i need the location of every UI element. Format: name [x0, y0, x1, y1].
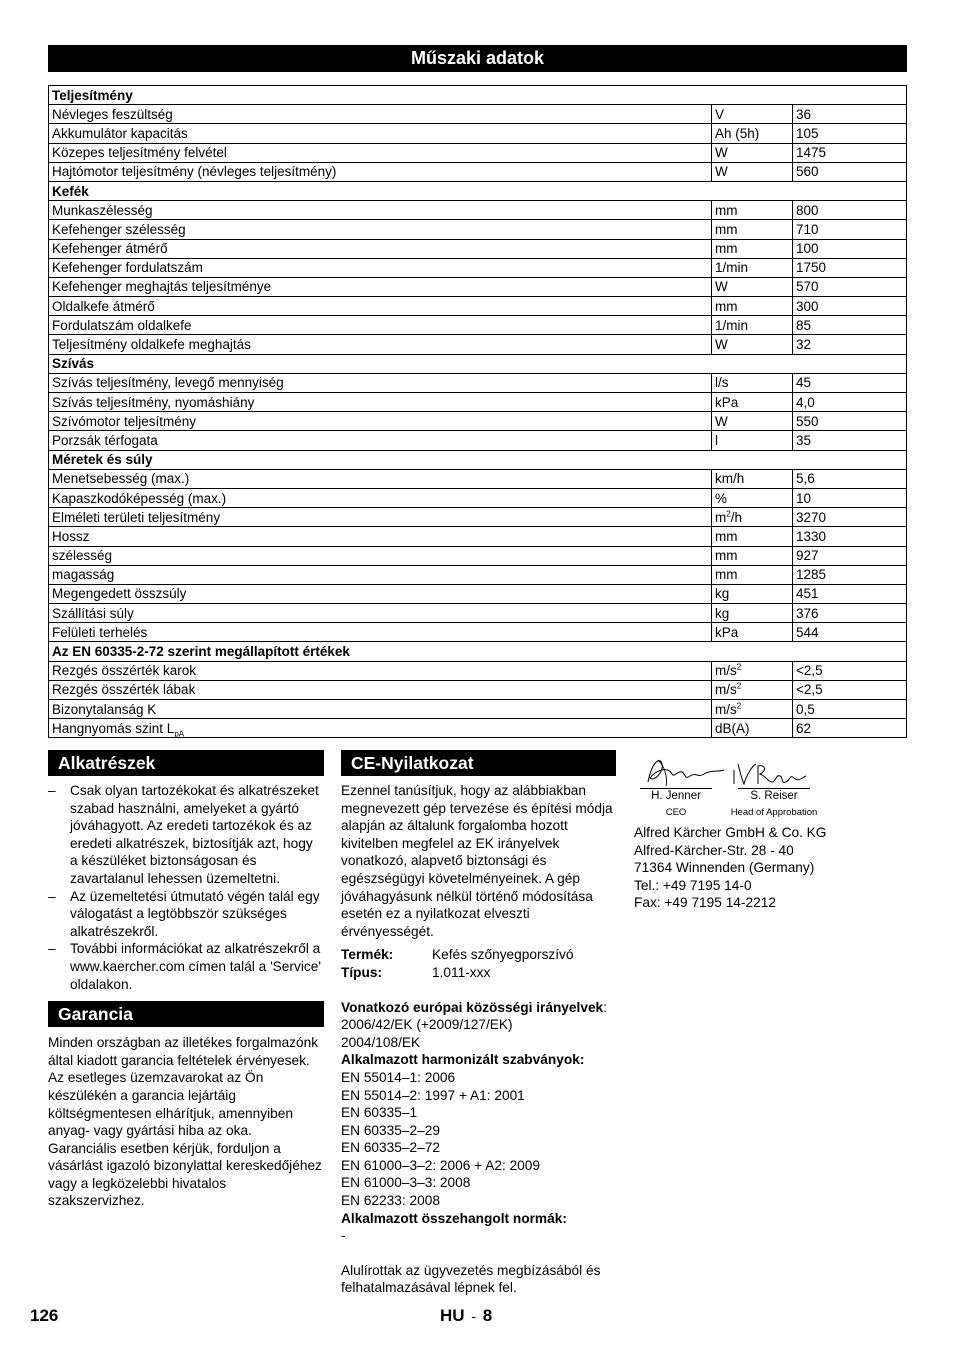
national-heading: Alkalmazott összehangolt normák: — [341, 1210, 567, 1226]
spec-label-text: Szívómotor teljesítmény — [52, 413, 197, 429]
standard-item: EN 61000–3–3: 2008 — [341, 1175, 471, 1191]
spec-section-label: Szívás — [49, 354, 907, 373]
ce-column — [341, 750, 616, 1297]
spec-unit-tail: /h — [730, 509, 742, 525]
spec-row — [49, 105, 907, 124]
spec-row — [49, 316, 907, 335]
spec-unit — [712, 335, 793, 354]
dash-bullet: – — [48, 783, 56, 798]
spec-unit — [712, 604, 793, 623]
spec-unit — [712, 680, 793, 699]
spec-section-label: Méretek és súly — [49, 450, 907, 469]
spec-label — [49, 508, 712, 527]
spec-row — [49, 162, 907, 181]
spec-label-text: Névleges feszültség — [52, 106, 173, 122]
signature-reiser — [724, 788, 824, 818]
spec-unit-text: mm — [715, 548, 738, 564]
alkatreszek-list — [48, 782, 324, 993]
spec-label — [49, 316, 712, 335]
list-item — [48, 782, 324, 888]
spec-row — [49, 661, 907, 680]
spec-value: 570 — [793, 277, 907, 296]
spec-row — [49, 431, 907, 450]
signer-name: H. Jenner — [640, 788, 712, 803]
spec-value: 5,6 — [793, 469, 907, 488]
spec-unit-text: % — [715, 490, 728, 506]
spec-unit — [712, 623, 793, 642]
spec-label — [49, 297, 712, 316]
spec-label-subscript: pA — [174, 729, 185, 739]
spec-unit — [712, 201, 793, 220]
spec-value: 36 — [793, 105, 907, 124]
spec-label-text: szélesség — [52, 548, 113, 564]
spec-unit — [712, 143, 793, 162]
spec-row — [49, 124, 907, 143]
spec-label — [49, 661, 712, 680]
spec-row — [49, 297, 907, 316]
national-value: - — [341, 1228, 346, 1244]
signature-block — [634, 752, 909, 818]
spec-label — [49, 239, 712, 258]
spec-section-row — [49, 642, 907, 661]
footer-separator: - — [471, 1308, 476, 1324]
standard-item: EN 60335–2–72 — [341, 1140, 440, 1156]
spec-unit — [712, 105, 793, 124]
spec-value: 1285 — [793, 565, 907, 584]
spec-label-text: Rezgés összérték karok — [52, 663, 197, 679]
spec-value: 85 — [793, 316, 907, 335]
spec-unit-text: mm — [715, 567, 738, 583]
standard-item: EN 60335–1 — [341, 1105, 418, 1121]
spec-unit-text: kPa — [715, 394, 739, 410]
spec-label-text: Menetsebesség (max.) — [52, 471, 190, 487]
address-line: Alfred Kärcher GmbH & Co. KG — [634, 825, 827, 840]
spec-label — [49, 680, 712, 699]
spec-row — [49, 680, 907, 699]
spec-value: 1475 — [793, 143, 907, 162]
spec-unit — [712, 297, 793, 316]
spec-value: 105 — [793, 124, 907, 143]
spec-row — [49, 335, 907, 354]
spec-value: 3270 — [793, 508, 907, 527]
spec-value: 1330 — [793, 527, 907, 546]
garancia-text: Minden országban az illetékes forgalmazónk által kiadott garancia feltételek érvényesek. Az esetleges üzemzavarokat az Ön készülékén a garancia lejártáig költségmentesen elhárítjuk, amennyiben anyag- vagy gyártási hiba az oka. Garanciális esetben kérjük, forduljon a vásárlást igazoló bizonylattal kereskedőjéhez vagy a legközelebbi hivatalos szakszervizhez. — [48, 1035, 322, 1209]
spec-label-text: Kefehenger szélesség — [52, 221, 186, 237]
spec-section-row — [49, 450, 907, 469]
spec-label — [49, 604, 712, 623]
spec-unit-text: 1/min — [715, 260, 749, 276]
spec-row — [49, 258, 907, 277]
spec-label — [49, 565, 712, 584]
spec-value: 62 — [793, 719, 907, 738]
spec-section-label: Kefék — [49, 181, 907, 200]
spec-unit-text: l — [715, 432, 718, 448]
spec-unit — [712, 162, 793, 181]
standard-item: EN 55014–1: 2006 — [341, 1069, 456, 1085]
spec-row — [49, 469, 907, 488]
spec-value: 10 — [793, 488, 907, 507]
spec-unit-superscript: 2 — [736, 681, 742, 691]
spec-value: 710 — [793, 220, 907, 239]
spec-label — [49, 143, 712, 162]
spec-label-text: Fordulatszám oldalkefe — [52, 317, 192, 333]
spec-value: 4,0 — [793, 393, 907, 412]
spec-label — [49, 700, 712, 719]
spec-unit-text: W — [715, 413, 728, 429]
spec-row — [49, 220, 907, 239]
spec-unit — [712, 220, 793, 239]
spec-unit-text: km/h — [715, 471, 745, 487]
spec-label — [49, 584, 712, 603]
spec-unit-text: kg — [715, 605, 730, 621]
spec-label — [49, 105, 712, 124]
ce-intro: Ezennel tanúsítjuk, hogy az alábbiakban megnevezett gép tervezése és építési módja alapján az általunk forgalomba hozott kivitelben megfelel az EK irányelvek vonatkozó, alapvető biztonsági és egészségügyi követelményeinek. A gép jóváhagyásunk nélkül történő módosítása esetén ez a nyilatkozat elveszti érvényességét. — [341, 783, 613, 939]
spec-value: 560 — [793, 162, 907, 181]
spec-unit — [712, 527, 793, 546]
dash-bullet: – — [48, 888, 56, 904]
spec-row — [49, 412, 907, 431]
spec-label-text: Közepes teljesítmény felvétel — [52, 145, 227, 161]
spec-unit — [712, 258, 793, 277]
spec-row — [49, 201, 907, 220]
spec-value: 927 — [793, 546, 907, 565]
spec-unit-text: W — [715, 164, 728, 180]
spec-label-text: Porzsák térfogata — [52, 432, 158, 448]
spec-row — [49, 623, 907, 642]
spec-label — [49, 469, 712, 488]
directives-heading: Vonatkozó európai közösségi irányelvek: — [341, 999, 607, 1015]
spec-label-text: Szívás teljesítmény, levegő mennyiség — [52, 375, 284, 391]
spec-unit — [712, 488, 793, 507]
spec-unit-superscript: 2 — [736, 662, 742, 672]
spec-label — [49, 124, 712, 143]
spec-label-text: Bizonytalanság K — [52, 701, 157, 717]
spec-label-text: magasság — [52, 567, 115, 583]
footer-section — [440, 1306, 492, 1326]
spec-unit — [712, 565, 793, 584]
dash-bullet: – — [48, 941, 56, 957]
spec-label-text: Szívás teljesítmény, nyomáshiány — [52, 394, 255, 410]
list-item-text: Csak olyan tartozékokat és alkatrészeket szabad használni, amelyeket a gyártó jóváhagyott. Az eredeti tartozékok és az eredeti alkatrészek, biztosítják azt, hogy a készüléket biztonságosan és zavartalanul lehessen üzemeltetni. — [70, 783, 319, 886]
spec-row — [49, 565, 907, 584]
directives-list — [341, 1016, 616, 1051]
spec-label-text: Hossz — [52, 528, 90, 544]
spec-label-text: Kefehenger fordulatszám — [52, 260, 203, 276]
standard-item: EN 61000–3–2: 2006 + A2: 2009 — [341, 1157, 541, 1173]
spec-label — [49, 412, 712, 431]
signature-jenner — [640, 788, 712, 818]
spec-unit — [712, 277, 793, 296]
garancia-heading: Garancia — [48, 1001, 324, 1027]
spec-row — [49, 546, 907, 565]
directive-item: 2006/42/EK (+2009/127/EK) — [341, 1017, 513, 1033]
spec-label-text: Elméleti területi teljesítmény — [52, 509, 221, 525]
spec-unit-text: W — [715, 145, 728, 161]
standard-item: EN 60335–2–29 — [341, 1122, 440, 1138]
spec-label-text: Akkumulátor kapacitás — [52, 125, 188, 141]
standards-heading: Alkalmazott harmonizált szabványok: — [341, 1052, 585, 1068]
spec-value: 550 — [793, 412, 907, 431]
address-block — [634, 824, 909, 912]
spec-unit-text: W — [715, 337, 728, 353]
type-row — [341, 964, 616, 982]
spec-unit-text: mm — [715, 221, 738, 237]
spec-label-text: Hangnyomás szint L — [52, 720, 175, 736]
list-item — [48, 888, 324, 941]
spec-label-text: Kefehenger meghajtás teljesítménye — [52, 279, 272, 295]
standard-item: EN 62233: 2008 — [341, 1193, 440, 1209]
spec-unit-text: Ah (5h) — [715, 125, 760, 141]
spec-label — [49, 277, 712, 296]
spec-unit — [712, 412, 793, 431]
spec-value: 35 — [793, 431, 907, 450]
spec-unit — [712, 508, 793, 527]
spec-unit-text: V — [715, 106, 725, 122]
spec-label — [49, 201, 712, 220]
standards-list — [341, 1069, 616, 1210]
left-column — [48, 750, 324, 1210]
right-column — [634, 750, 909, 912]
spec-row — [49, 719, 907, 738]
spec-label — [49, 373, 712, 392]
spec-unit-text: dB(A) — [715, 720, 750, 736]
spec-unit-text: kPa — [715, 624, 739, 640]
address-line: 71364 Winnenden (Germany) — [634, 860, 815, 876]
product-value: Kefés szőnyegporszívó — [432, 947, 574, 963]
spec-section-label: Az EN 60335-2-72 szerint megállapított értékek — [49, 642, 907, 661]
spec-row — [49, 508, 907, 527]
spec-label — [49, 546, 712, 565]
spec-row — [49, 277, 907, 296]
address-line: Tel.: +49 7195 14-0 — [634, 877, 752, 893]
page-number: 126 — [30, 1306, 59, 1325]
spec-value: 0,5 — [793, 700, 907, 719]
spec-value: <2,5 — [793, 680, 907, 699]
spec-row — [49, 373, 907, 392]
spec-value: 800 — [793, 201, 907, 220]
spec-label — [49, 488, 712, 507]
standard-item: EN 55014–2: 1997 + A1: 2001 — [341, 1087, 525, 1103]
address-line: Fax: +49 7195 14-2212 — [634, 895, 776, 911]
spec-unit — [712, 661, 793, 680]
spec-unit-text: mm — [715, 202, 738, 218]
type-label: Típus: — [341, 964, 383, 980]
spec-row — [49, 239, 907, 258]
spec-unit — [712, 373, 793, 392]
spec-unit-text: 1/min — [715, 317, 749, 333]
spec-unit-superscript: 2 — [736, 701, 742, 711]
spec-unit-text: W — [715, 279, 728, 295]
spec-section-row — [49, 181, 907, 200]
spec-unit — [712, 700, 793, 719]
ce-heading: CE-Nyilatkozat — [341, 750, 616, 776]
spec-row — [49, 604, 907, 623]
spec-unit — [712, 393, 793, 412]
spec-value: 376 — [793, 604, 907, 623]
footer-lang: HU — [440, 1306, 465, 1325]
alkatreszek-heading: Alkatrészek — [48, 750, 324, 776]
list-item-text: További információkat az alkatrészekről a www.kaercher.com címen talál a 'Service' oldalakon. — [70, 941, 321, 992]
spec-label — [49, 527, 712, 546]
signer-name: S. Reiser — [738, 788, 810, 803]
spec-label — [49, 719, 712, 738]
footer-section-page: 8 — [482, 1306, 493, 1325]
spec-label — [49, 623, 712, 642]
spec-label-text: Kapaszkodóképesség (max.) — [52, 490, 227, 506]
signature-reiser-icon — [730, 758, 810, 790]
spec-label-text: Hajtómotor teljesítmény (névleges teljesítmény) — [52, 164, 337, 180]
spec-unit-text: l/s — [715, 375, 729, 391]
spec-value: 32 — [793, 335, 907, 354]
spec-label-text: Munkaszélesség — [52, 202, 153, 218]
spec-unit — [712, 316, 793, 335]
spec-unit — [712, 239, 793, 258]
spec-section-label: Teljesítmény — [49, 86, 907, 105]
spec-label — [49, 258, 712, 277]
spec-unit-text: mm — [715, 298, 738, 314]
list-item — [48, 940, 324, 993]
page-title: Műszaki adatok — [48, 45, 907, 72]
spec-label — [49, 162, 712, 181]
product-label: Termék: — [341, 947, 394, 963]
spec-label-text: Szállítási súly — [52, 605, 134, 621]
spec-unit — [712, 469, 793, 488]
spec-row — [49, 488, 907, 507]
spec-unit-text: kg — [715, 586, 730, 602]
spec-label-text: Kefehenger átmérő — [52, 241, 168, 257]
spec-row — [49, 700, 907, 719]
spec-section-row — [49, 86, 907, 105]
spec-unit-text: m/s — [715, 663, 737, 679]
address-line: Alfred-Kärcher-Str. 28 - 40 — [634, 842, 794, 858]
spec-unit — [712, 124, 793, 143]
type-value: 1.011-xxx — [432, 964, 491, 980]
spec-unit-text: mm — [715, 241, 738, 257]
spec-row — [49, 527, 907, 546]
spec-label-text: Felületi terhelés — [52, 624, 148, 640]
spec-row — [49, 143, 907, 162]
signer-role: Head of Approbation — [730, 807, 818, 818]
spec-row — [49, 584, 907, 603]
spec-unit-text: mm — [715, 528, 738, 544]
spec-value: 544 — [793, 623, 907, 642]
spec-label — [49, 220, 712, 239]
spec-section-row — [49, 354, 907, 373]
product-row — [341, 946, 616, 964]
spec-unit-text: m — [715, 509, 727, 525]
spec-unit — [712, 719, 793, 738]
spec-value: 45 — [793, 373, 907, 392]
spec-label-text: Megengedett összsúly — [52, 586, 187, 602]
spec-label-text: Rezgés összérték lábak — [52, 682, 196, 698]
spec-label — [49, 393, 712, 412]
spec-value: 300 — [793, 297, 907, 316]
spec-unit-superscript: 2 — [726, 509, 731, 519]
spec-label-text: Oldalkefe átmérő — [52, 298, 155, 314]
spec-unit — [712, 584, 793, 603]
spec-table — [48, 85, 907, 738]
spec-label — [49, 431, 712, 450]
ce-closing: Alulírottak az ügyvezetés megbízásából és felhatalmazásával lépnek fel. — [341, 1262, 601, 1296]
spec-unit-text: m/s — [715, 682, 737, 698]
spec-row — [49, 393, 907, 412]
spec-value: 1750 — [793, 258, 907, 277]
spec-value: <2,5 — [793, 661, 907, 680]
directive-item: 2004/108/EK — [341, 1034, 421, 1050]
list-item-text: Az üzemeltetési útmutató végén talál egy válogatást a legtöbbször szükséges alkatrészekről. — [70, 888, 320, 939]
spec-unit-text: m/s — [715, 701, 737, 717]
signer-role: CEO — [665, 807, 687, 818]
spec-label — [49, 335, 712, 354]
spec-value: 100 — [793, 239, 907, 258]
signature-jenner-icon — [638, 752, 728, 790]
spec-unit — [712, 431, 793, 450]
spec-unit — [712, 546, 793, 565]
spec-label-text: Teljesítmény oldalkefe meghajtás — [52, 337, 251, 353]
spec-value: 451 — [793, 584, 907, 603]
